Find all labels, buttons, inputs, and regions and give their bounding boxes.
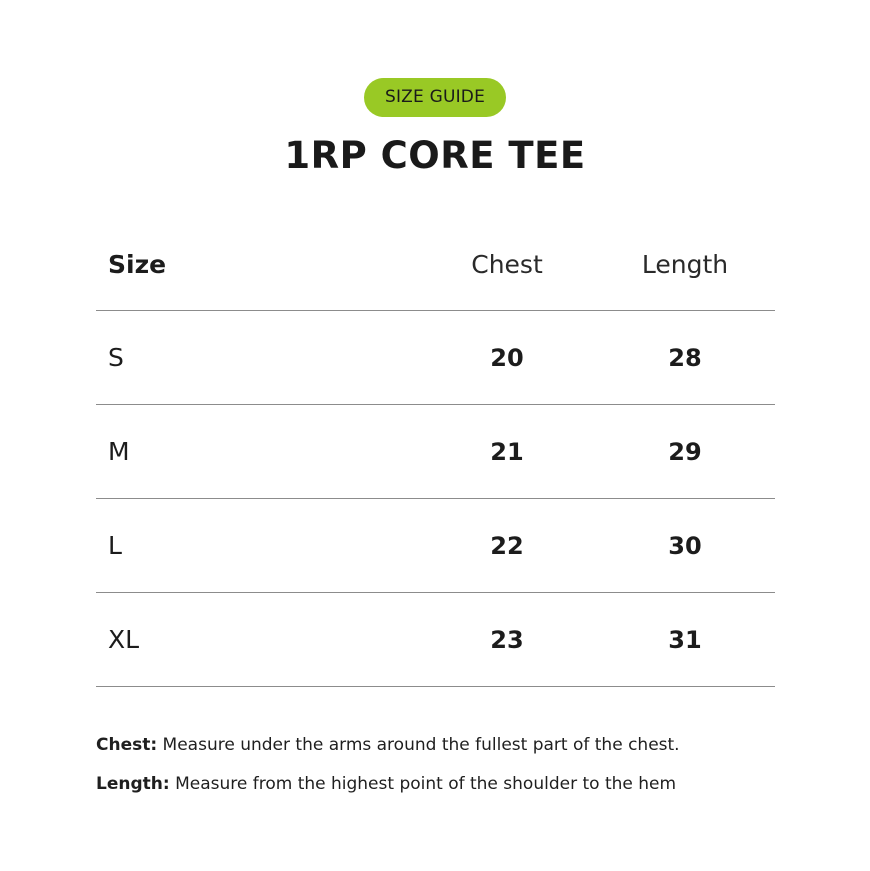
header-chest: Chest xyxy=(471,249,543,279)
size-table xyxy=(96,218,775,687)
length-cell: 28 xyxy=(668,343,702,372)
table-row xyxy=(96,405,775,499)
size-cell: M xyxy=(108,437,130,466)
note-chest xyxy=(96,732,836,771)
header-length: Length xyxy=(641,249,729,279)
size-cell: S xyxy=(108,343,124,372)
size-guide-badge: SIZE GUIDE xyxy=(364,78,506,117)
page-title: 1RP CORE TEE xyxy=(284,134,586,177)
table-header-row xyxy=(96,218,775,311)
note-text: Measure under the arms around the fullest part of the chest. xyxy=(157,735,680,755)
length-cell: 31 xyxy=(668,625,702,654)
measurement-notes xyxy=(96,732,836,810)
table-row xyxy=(96,593,775,687)
size-cell: XL xyxy=(108,625,140,654)
table-row xyxy=(96,499,775,593)
note-length xyxy=(96,771,836,810)
chest-cell: 20 xyxy=(490,343,524,372)
chest-cell: 21 xyxy=(490,437,524,466)
note-term: Chest: xyxy=(96,735,158,755)
chest-cell: 23 xyxy=(490,625,524,654)
note-text: Measure from the highest point of the shoulder to the hem xyxy=(169,774,677,794)
header-size: Size xyxy=(108,249,167,279)
size-cell: L xyxy=(108,531,122,560)
chest-cell: 22 xyxy=(490,531,524,560)
length-cell: 29 xyxy=(668,437,702,466)
table-row xyxy=(96,311,775,405)
length-cell: 30 xyxy=(668,531,702,560)
note-term: Length: xyxy=(96,774,170,794)
